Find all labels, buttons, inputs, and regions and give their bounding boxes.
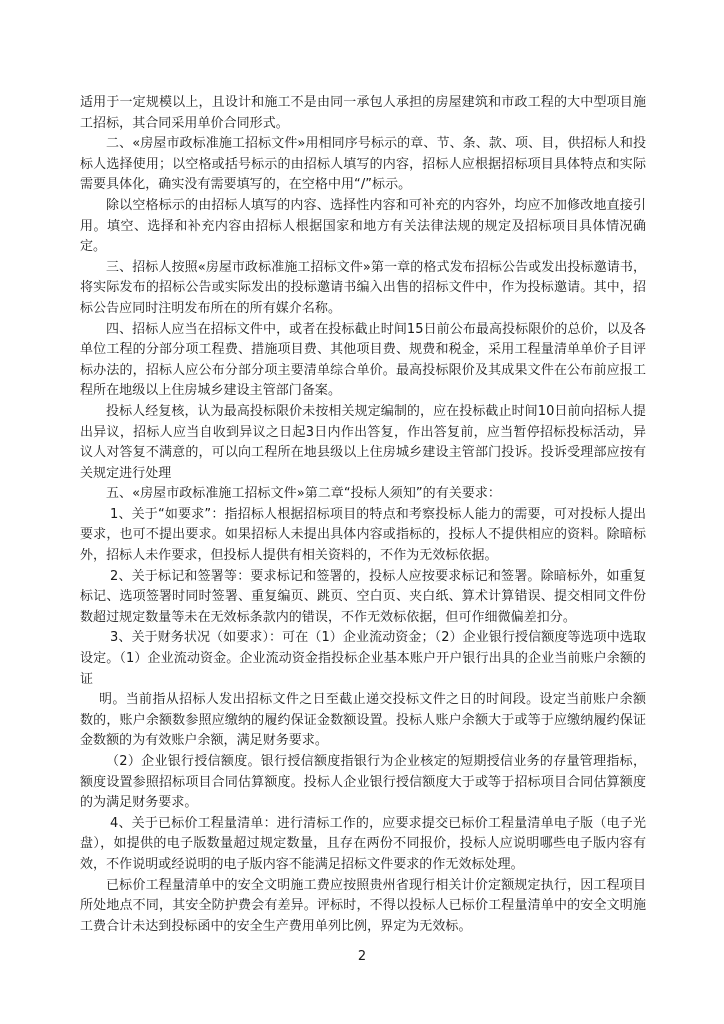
paragraph-safety-cost: 已标价工程量清单中的安全文明施工费应按照贵州省现行相关计价定额规定执行，因工程项目所处地点不同，其安全防护费会有差异。评标时，不得以投标人已标价工程量清单中的安全文明施工费合计未达到投标函中的安全生产费用单列比例，界定为无效标。 <box>80 877 646 934</box>
paragraph-intro-continuation: 适用于一定规模以上，且设计和施工不是由同一承包人承担的房屋建筑和市政工程的大中型项目施工招标，其合同采用单价合同形式。 <box>80 95 646 131</box>
paragraph-item-two-marking-signing: 2、关于标记和签署等：要求标记和签署的，投标人应按要求标记和签署。除暗标外，如重复标记、选项签署时同时签署、重复编页、跳页、空白页、夹白纸、算术计算错误、提交相同文件份数超过规定数量等未在无效标条款内的错误，不作无效标依据，但可作细微偏差扣分。 <box>80 568 646 625</box>
paragraph-item-one-requirements: 1、关于“如要求”：指招标人根据招标项目的特点和考察投标人能力的需要，可对投标人提出要求，也可不提出要求。如果招标人未提出具体内容或指标的，投标人不提供相应的资料。除暗标外，招标人未作要求，但投标人提供有相关资料的，不作为无效标依据。 <box>80 506 646 564</box>
paragraph-section-five: 五、«房屋市政标准施工招标文件»第二章“投标人须知”的有关要求： <box>106 486 501 502</box>
paragraph-objection-procedure: 投标人经复核，认为最高投标限价未按相关规定编制的，应在投标截止时间10日前向招标人提出异议，招标人应当自收到异议之日起3日内作出答复，作出答复前，应当暂停招标投标活动，异议人对答复不满意的，可以向工程所在地县级以上住房城乡建设主管部门投诉。投诉受理部应按有关规定进行处理 <box>80 403 646 481</box>
paragraph-section-two: 二、«房屋市政标准施工招标文件»用相同序号标示的章、节、条、款、项、目，供招标人和投标人选择使用；以空格或括号标示的由招标人填写的内容，招标人应根据招标项目具体特点和实际需要具体化，确实没有需要填写的，在空格中用“/”标示。 <box>80 136 646 193</box>
paragraph-blank-fill-rules: 除以空格标示的由招标人填写的内容、选择性内容和可补充的内容外，均应不加修改地直接引用。填空、选择和补充内容由招标人根据国家和地方有关法律法规的规定及招标项目具体情况确定。 <box>80 197 646 255</box>
document-body <box>80 93 646 937</box>
paragraph-section-four: 四、招标人应当在招标文件中，或者在投标截止时间15日前公布最高投标限价的总价，以及各单位工程的分部分项工程费、措施项目费、其他项目费、规费和税金，采用工程量清单单价子目评标办法的，招标人应公布分部分项主要清单综合单价。最高投标限价及其成果文件在公布前应报工程所在地级以上住房城乡建设主管部门备案。 <box>80 321 646 399</box>
page-number: 2 <box>357 949 367 964</box>
paragraph-item-three-financial: 3、关于财务状况（如要求）：可在（1）企业流动资金；（2）企业银行授信额度等选项中选取设定。（1）企业流动资金。企业流动资金指投标企业基本账户开户银行出具的企业当前账户余额的证 <box>80 630 646 687</box>
paragraph-current-account: 明。当前指从招标人发出招标文件之日至截止递交投标文件之日的时间段。设定当前账户余额数的，账户余额数参照应缴纳的履约保证金数额设置。投标人账户余额大于或等于应缴纳履约保证金数额的为有效账户余额，满足财务要求。 <box>80 692 646 749</box>
paragraph-bank-credit: （2）企业银行授信额度。银行授信额度指银行为企业核定的短期授信业务的存量管理指标，额度设置参照招标项目合同估算额度。投标人企业银行授信额度大于或等于招标项目合同估算额度的为满足财务要求。 <box>80 754 646 811</box>
paragraph-item-four-bill-of-quantities: 4、关于已标价工程量清单：进行清标工作的，应要求提交已标价工程量清单电子版（电子光盘），如提供的电子版数量超过规定数量，且存在两份不同报价，投标人应说明哪些电子版内容有效，不作说明或经说明的电子版内容不能满足招标文件要求的作无效标处理。 <box>80 815 646 872</box>
paragraph-section-three: 三、招标人按照«房屋市政标准施工招标文件»第一章的格式发布招标公告或发出投标邀请书，将实际发布的招标公告或实际发出的投标邀请书编入出售的招标文件中，作为投标邀请。其中，招标公告应同时注明发布所在的所有媒介名称。 <box>80 259 646 316</box>
